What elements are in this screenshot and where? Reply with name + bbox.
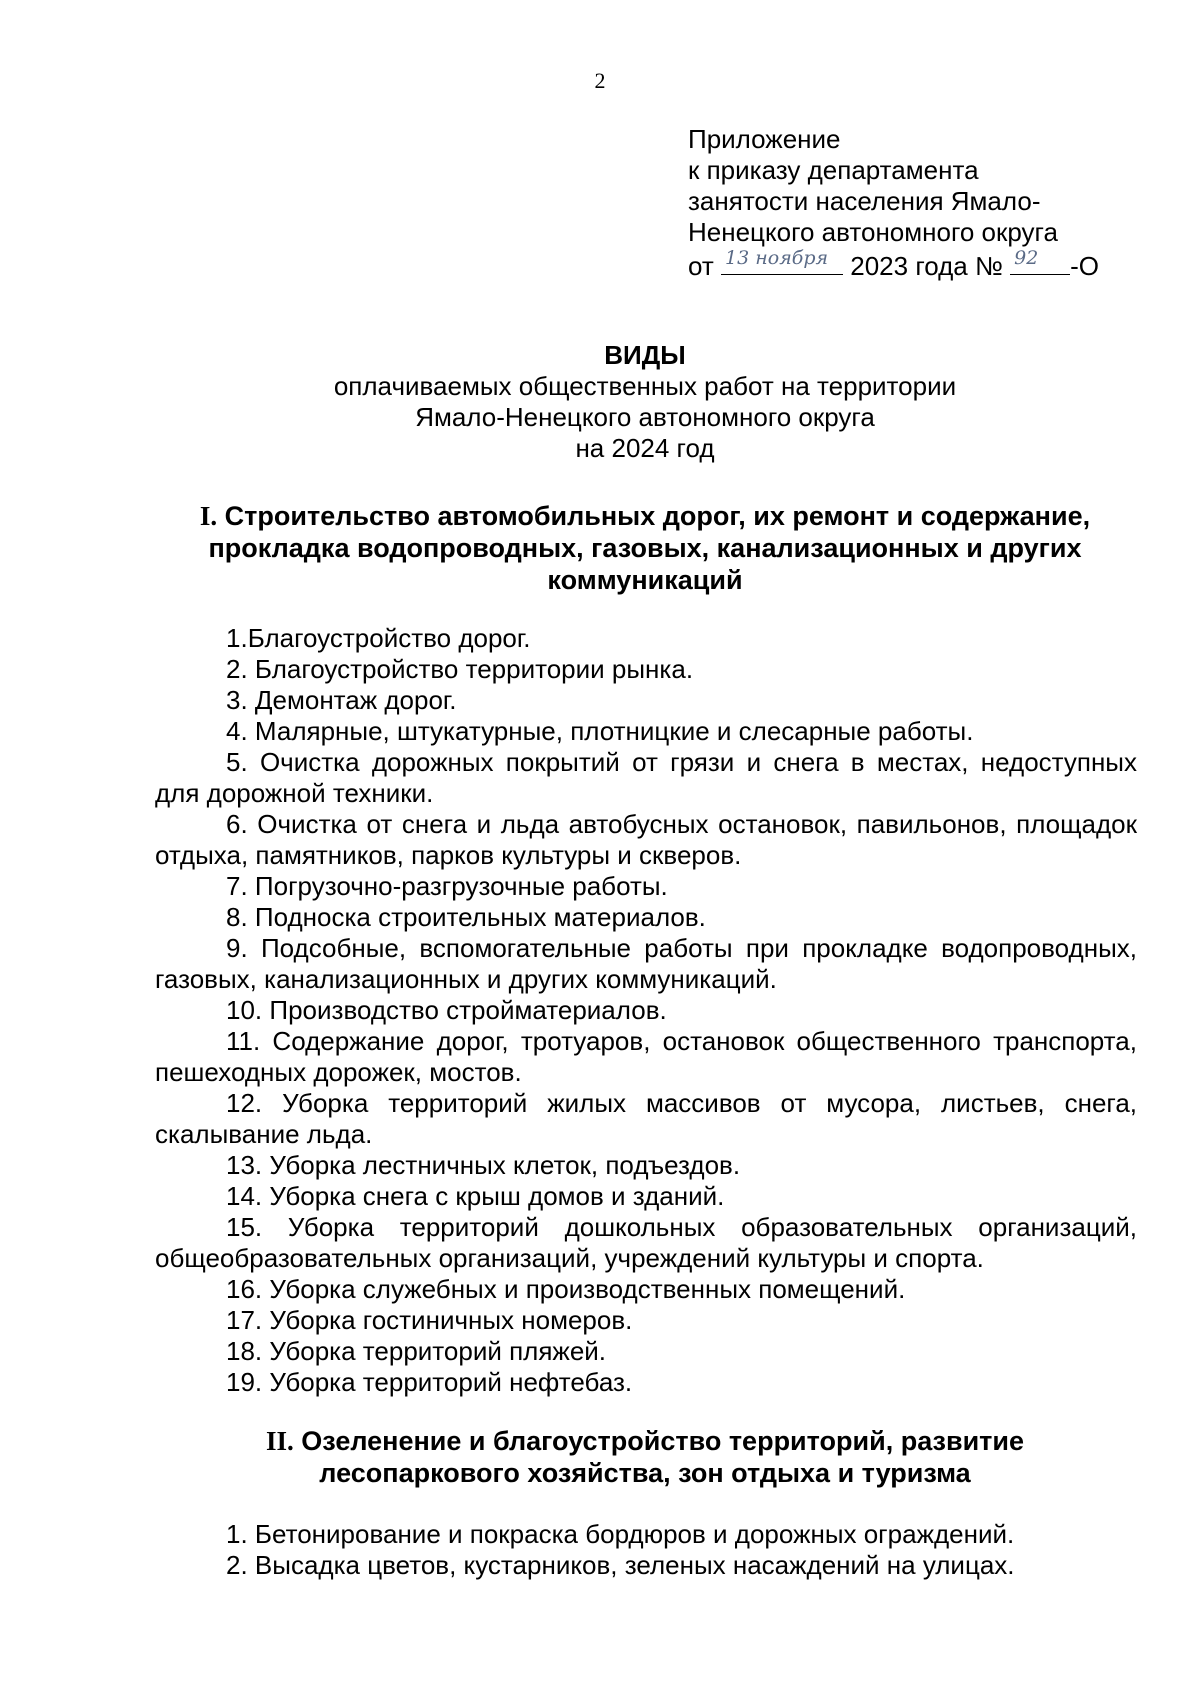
list-item: 18. Уборка территорий пляжей. [226, 1336, 607, 1366]
list-item: 7. Погрузочно-разгрузочные работы. [226, 871, 668, 901]
list-item: 13. Уборка лестничных клеток, подъездов. [226, 1150, 741, 1180]
page-number: 2 [594, 68, 606, 93]
date-prefix: от [688, 251, 714, 281]
appendix-line: Ненецкого автономного округа [688, 217, 1058, 247]
section-heading-1 [150, 500, 1140, 596]
list-item: 19. Уборка территорий нефтебаз. [226, 1367, 633, 1397]
list-item: 12. Уборка территорий жилых массивов от мусора, листьев, снега, скалывание льда. [155, 1088, 1137, 1149]
title-line: Ямало-Ненецкого автономного округа [415, 402, 875, 432]
section-heading-line: II. Озеленение и благоустройство территорий, развитие [265, 1426, 1025, 1456]
section-heading-2 [150, 1425, 1140, 1489]
list-item: 11. Содержание дорог, тротуаров, остановок общественного транспорта, пешеходных дорожек, мостов. [155, 1026, 1137, 1087]
appendix-line: Приложение [688, 124, 841, 154]
number-blank [1010, 248, 1070, 275]
section-number: I. [199, 501, 218, 531]
list-item: 5. Очистка дорожных покрытий от грязи и снега в местах, недоступных для дорожной техники. [155, 747, 1137, 808]
appendix-line: занятости населения Ямало- [688, 186, 1041, 216]
list-item: 8. Подноска строительных материалов. [226, 902, 706, 932]
appendix-line: к приказу департамента [688, 155, 979, 185]
list-item: 14. Уборка снега с крыш домов и зданий. [226, 1181, 725, 1211]
title-line: оплачиваемых общественных работ на территории [333, 371, 957, 401]
number-suffix: -О [1070, 251, 1100, 281]
year-text: 2023 года № [850, 251, 1003, 281]
date-blank [721, 248, 843, 275]
section-2-list [155, 1519, 1137, 1581]
section-number: II. [265, 1426, 294, 1456]
list-item: 4. Малярные, штукатурные, плотницкие и слесарные работы. [226, 716, 974, 746]
section-heading-line: лесопаркового хозяйства, зон отдыха и туризма [319, 1458, 971, 1488]
list-item: 1.Благоустройство дорог. [226, 623, 531, 653]
section-heading-line: прокладка водопроводных, газовых, канализационных и других [208, 533, 1082, 563]
list-item: 6. Очистка от снега и льда автобусных остановок, павильонов, площадок отдыха, памятников, парков культуры и скверов. [155, 809, 1137, 870]
list-item: 2. Благоустройство территории рынка. [226, 654, 694, 684]
title-line: на 2024 год [575, 433, 715, 463]
document-title [200, 340, 1090, 464]
title-main: ВИДЫ [604, 340, 686, 370]
section-heading-line: коммуникаций [547, 565, 743, 595]
order-date-line [688, 248, 1188, 282]
appendix-header [688, 124, 1188, 282]
list-item: 17. Уборка гостиничных номеров. [226, 1305, 633, 1335]
list-item: 10. Производство стройматериалов. [226, 995, 667, 1025]
list-item: 2. Высадка цветов, кустарников, зеленых насаждений на улицах. [226, 1550, 1015, 1580]
handwritten-number: 92 [1014, 247, 1039, 269]
list-item: 1. Бетонирование и покраска бордюров и дорожных ограждений. [226, 1519, 1015, 1549]
list-item: 3. Демонтаж дорог. [226, 685, 457, 715]
list-item: 15. Уборка территорий дошкольных образовательных организаций, общеобразовательных организаций, учреждений культуры и спорта. [155, 1212, 1137, 1273]
list-item: 9. Подсобные, вспомогательные работы при прокладке водопроводных, газовых, канализационных и других коммуникаций. [155, 933, 1137, 994]
section-heading-line: I. Строительство автомобильных дорог, их ремонт и содержание, [199, 501, 1091, 531]
list-item: 16. Уборка служебных и производственных помещений. [226, 1274, 906, 1304]
section-1-list [155, 623, 1137, 1398]
handwritten-date: 13 ноября [725, 247, 829, 269]
